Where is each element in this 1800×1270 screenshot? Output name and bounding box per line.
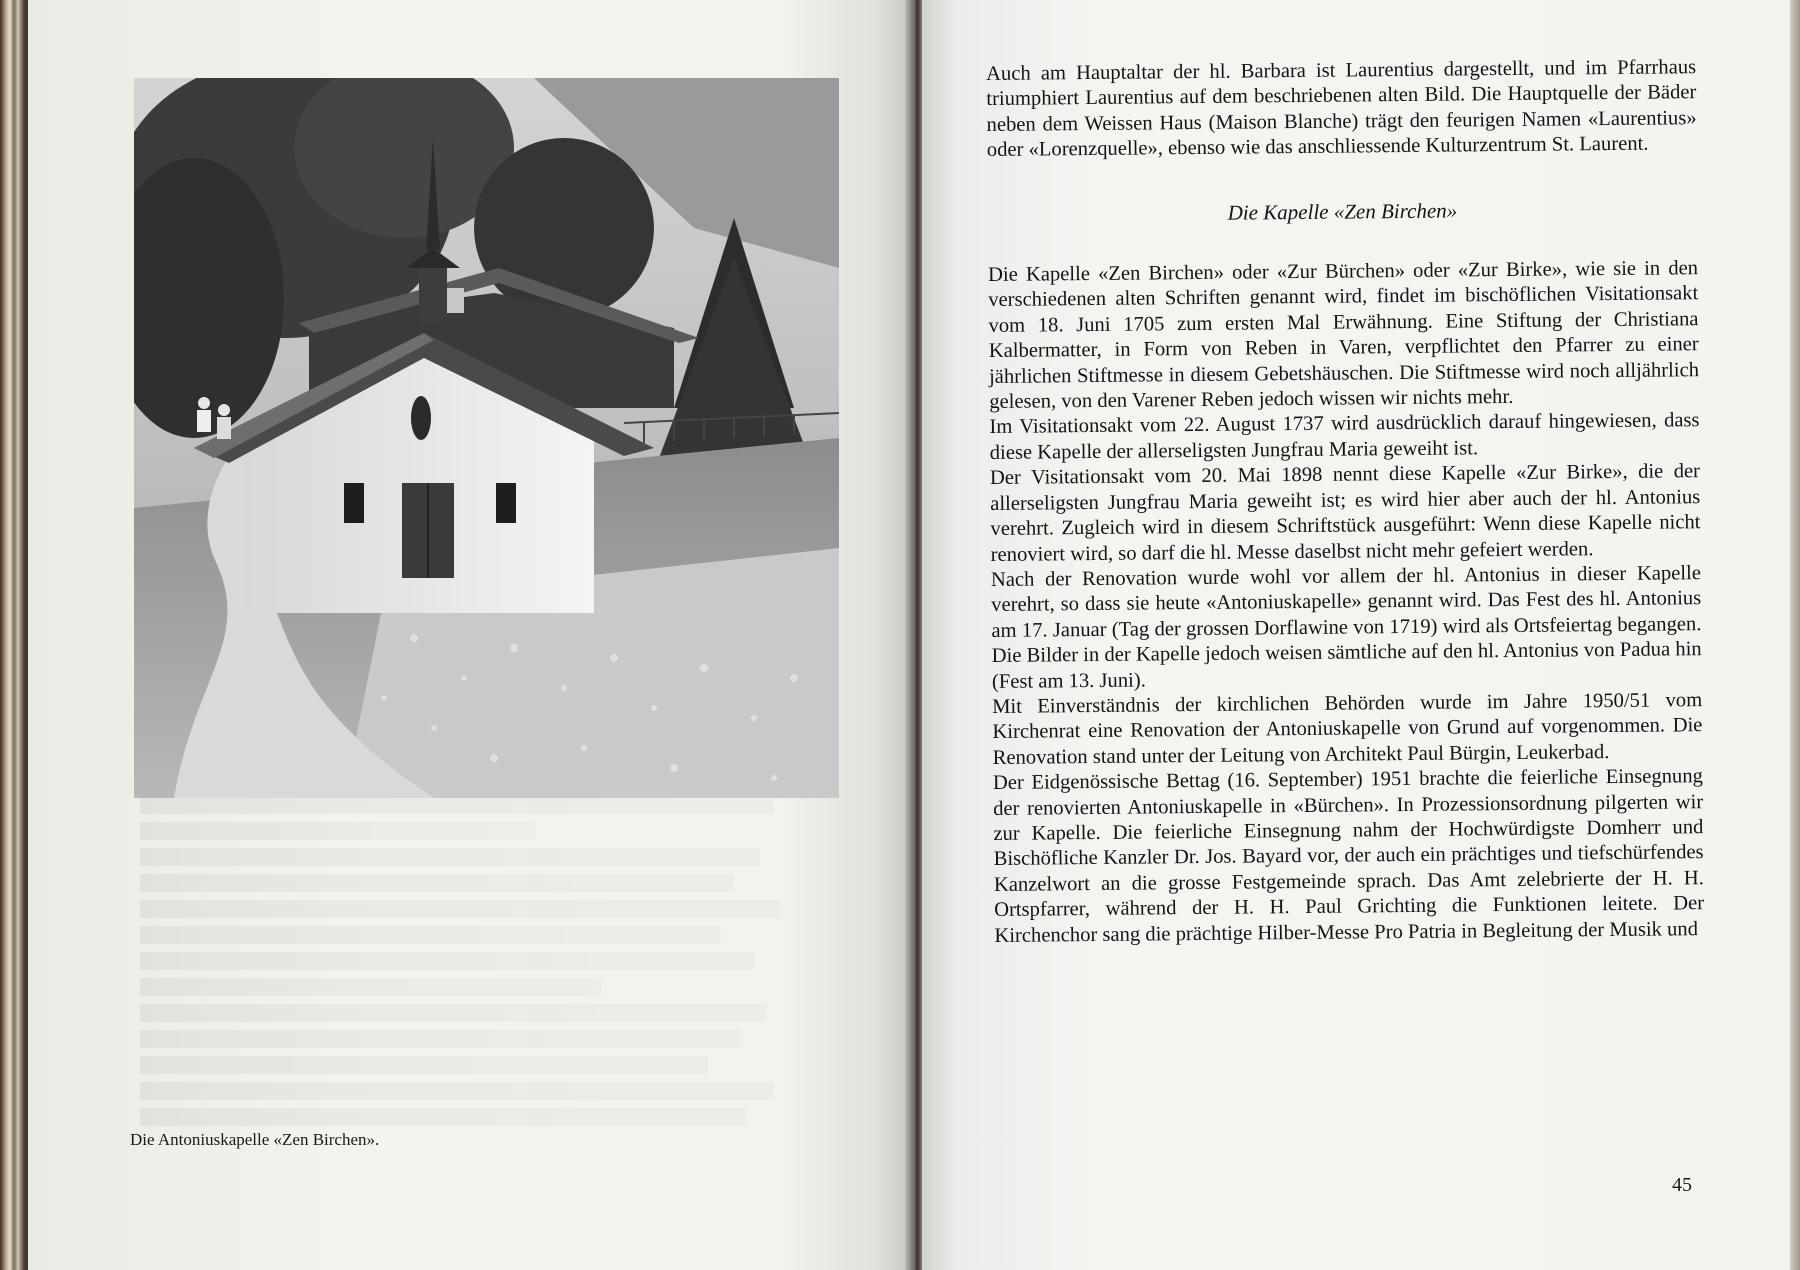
intro-paragraph: Auch am Hauptaltar der hl. Barbara ist Laurentius dargestellt, und im Pfarrhaus triumphiert Laurentius auf dem beschriebenen alten Bild. Die Hauptquelle der Bäder neben dem Weissen Haus (Maison Blanche) trägt den feurigen Namen «Laurentius» oder «Lorenzquelle», ebenso wie das anschliessende Kulturzentrum St. Laurent.	[986, 56, 1697, 162]
show-through-text	[140, 770, 800, 1134]
book-spine-left	[0, 0, 30, 1270]
chapel-photo	[134, 78, 839, 798]
paragraph: Im Visitationsakt vom 22. August 1737 wird ausdrücklich darauf hingewiesen, dass diese Kapelle der allerseligsten Jungfrau Maria geweiht ist.	[989, 409, 1700, 464]
page-edge-right	[1790, 0, 1800, 1270]
paragraph: Der Eidgenössische Bettag (16. September) 1951 brachte die feierliche Einsegnung der renovierten Antoniuskapelle in «Bürchen». In Prozessionsordnung pilgerten wir zur Kapelle. Die feierliche Einsegnung nahm der Hochwürdigste Domherr und Bischöfliche Kanzler Dr. Jos. Bayard vor, der auch ein prächtiges und tiefschürfendes Kanzelwort an die grosse Festgemeinde sprach. Das Amt zelebrierte der H. H. Ortspfarrer, während der H. H. Paul Grichting die Funktionen leitete. Der Kirchenchor sang die prächtige Hilber-Messe Pro Patria in Begleitung der Musik und	[992, 765, 1705, 947]
photo-caption: Die Antoniuskapelle «Zen Birchen».	[130, 1130, 380, 1149]
page-number: 45	[1672, 1174, 1692, 1196]
paragraph: Der Visitationsakt vom 20. Mai 1898 nennt diese Kapelle «Zur Birke», die der allerseligsten Jungfrau Maria geweiht ist; es wird hier aber auch der hl. Antonius verehrt. Zugleich wird in diesem Schriftstück ausgeführt: Wenn diese Kapelle nicht renoviert wird, so darf die hl. Messe daselbst nicht mehr gefeiert werden.	[989, 460, 1701, 566]
paragraph: Die Kapelle «Zen Birchen» oder «Zur Bürchen» oder «Zur Birke», wie sie in den verschiedenen alten Schriften genannt wird, findet im bischöflichen Visitationsakt vom 18. Juni 1705 zum ersten Mal Erwähnung. Eine Stiftung der Christiana Kalbermatter, in Form von Reben in Varen, verpflichtet den Pfarrer zu einer jährlichen Stiftmesse in diesem Gebetshäuschen. Die Stiftmesse wird noch alljährlich gelesen, von den Varener Reben jedoch wissen wir nichts mehr.	[987, 257, 1700, 414]
right-page-text	[986, 55, 1704, 949]
section-heading: Die Kapelle «Zen Birchen»	[1227, 198, 1458, 225]
paragraph: Nach der Renovation wurde wohl vor allem der hl. Antonius in dieser Kapelle verehrt, so dass sie heute «Antoniuskapelle» genannt wird. Das Fest des hl. Antonius am 17. Januar (Tag der grossen Dorflawine von 1719) wird als Ortsfeiertag begangen. Die Bilder in der Kapelle jedoch weisen sämtliche auf den hl. Antonius von Padua hin (Fest am 13. Juni).	[990, 562, 1702, 693]
paragraph: Mit Einverständnis der kirchlichen Behörden wurde im Jahre 1950/51 vom Kirchenrat eine Renovation der Antoniuskapelle von Grund auf vorgenommen. Die Renovation stand unter der Leitung von Architekt Paul Bürgin, Leukerbad.	[992, 689, 1703, 769]
